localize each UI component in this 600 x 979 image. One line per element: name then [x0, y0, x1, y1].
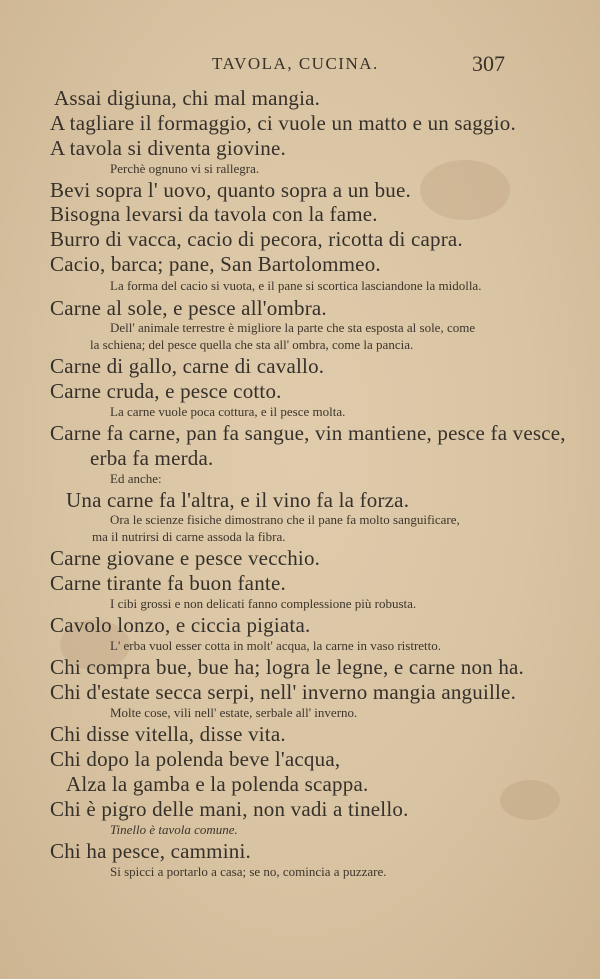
proverb-line: Chi è pigro delle mani, non vadi a tinello.	[50, 797, 409, 821]
page-header	[0, 51, 600, 78]
page-number: 307	[472, 51, 505, 76]
note-line: Dell' animale terrestre è migliore la parte che sta esposta al sole, come	[110, 320, 476, 335]
proverb-line: Carne al sole, e pesce all'ombra.	[50, 296, 327, 320]
note-line: La carne vuole poca cottura, e il pesce molta.	[110, 404, 346, 419]
proverb-line: Carne tirante fa buon fante.	[50, 571, 286, 595]
proverb-line: Chi disse vitella, disse vita.	[50, 722, 286, 746]
note-line: Perchè ognuno vi si rallegra.	[110, 161, 260, 176]
proverb-line: A tagliare il formaggio, ci vuole un matto e un saggio.	[50, 111, 516, 135]
note-line: L' erba vuol esser cotta in molt' acqua, la carne in vaso ristretto.	[110, 638, 442, 653]
note-line: la schiena; del pesce quella che sta all' ombra, come la pancia.	[90, 337, 414, 352]
running-title: TAVOLA, CUCINA.	[212, 54, 379, 73]
proverb-line: Carne di gallo, carne di cavallo.	[50, 354, 325, 378]
proverb-line: A tavola si diventa giovine.	[50, 136, 286, 160]
proverb-line: Chi compra bue, bue ha; logra le legne, e carne non ha.	[50, 655, 524, 679]
proverb-line: Carne fa carne, pan fa sangue, vin mantiene, pesce fa vesce,	[50, 421, 566, 445]
note-line: Molte cose, vili nell' estate, serbale all' inverno.	[110, 705, 358, 720]
proverb-line: Chi ha pesce, cammini.	[50, 839, 251, 863]
proverb-line: Cacio, barca; pane, San Bartolommeo.	[50, 252, 381, 276]
note-line: ma il nutrirsi di carne assoda la fibra.	[92, 529, 286, 544]
proverb-line: Carne cruda, e pesce cotto.	[50, 379, 282, 403]
proverb-line: Chi dopo la polenda beve l'acqua,	[50, 747, 341, 771]
proverb-line: Alza la gamba e la polenda scappa.	[66, 772, 369, 796]
note-line: Tinello è tavola comune.	[110, 822, 238, 837]
note-line: Ora le scienze fisiche dimostrano che il pane fa molto sanguificare,	[110, 512, 460, 527]
proverb-line: Cavolo lonzo, e ciccia pigiata.	[50, 613, 311, 637]
note-line: Si spicci a portarlo a casa; se no, comincia a puzzare.	[110, 864, 387, 879]
note-line: La forma del cacio si vuota, e il pane si scortica lasciandone la midolla.	[110, 278, 482, 293]
proverb-line: Bevi sopra l' uovo, quanto sopra a un bue.	[50, 178, 411, 202]
proverb-line: Assai digiuna, chi mal mangia.	[54, 86, 321, 110]
proverb-line: Carne giovane e pesce vecchio.	[50, 546, 321, 570]
proverb-line: Una carne fa l'altra, e il vino fa la forza.	[66, 488, 410, 512]
proverb-line: Bisogna levarsi da tavola con la fame.	[50, 202, 378, 226]
note-line: Ed anche:	[110, 471, 162, 486]
note-line: I cibi grossi e non delicati fanno complessione più robusta.	[110, 596, 417, 611]
proverb-line: Burro di vacca, cacio di pecora, ricotta di capra.	[50, 227, 463, 251]
proverb-line: Chi d'estate secca serpi, nell' inverno mangia anguille.	[50, 680, 517, 704]
proverb-line: erba fa merda.	[90, 446, 214, 470]
